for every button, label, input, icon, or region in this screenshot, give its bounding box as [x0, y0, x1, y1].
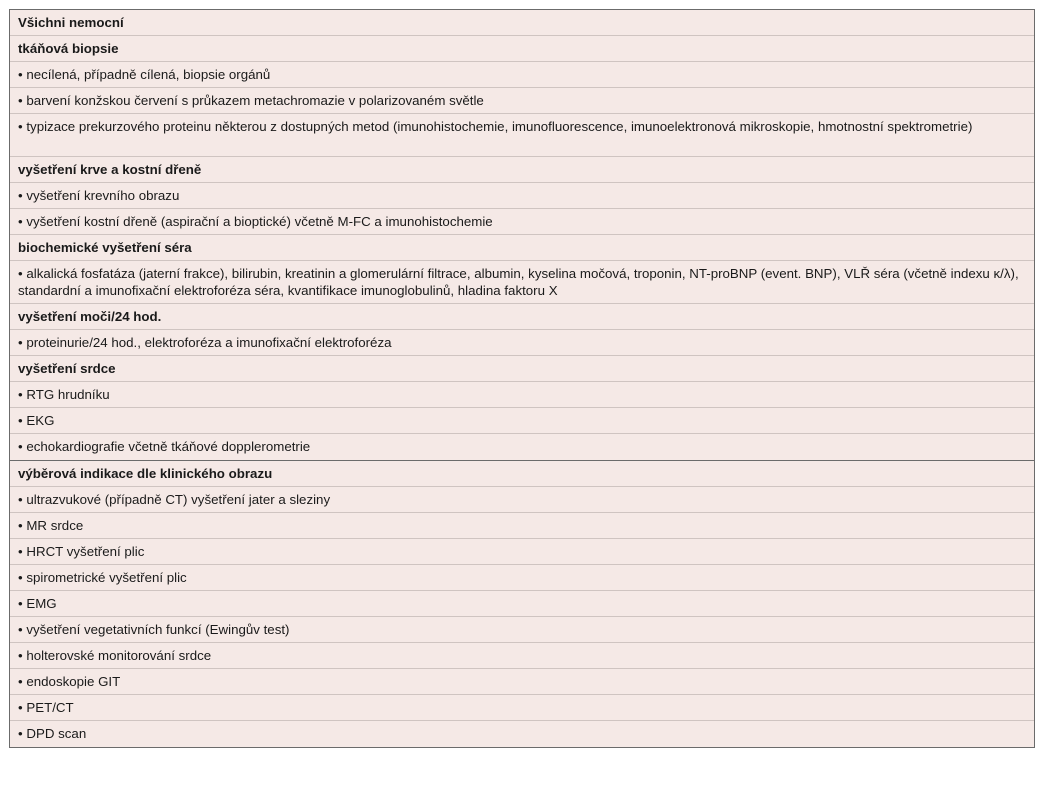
section-selective-indication	[10, 460, 1034, 747]
bullet-text: • vyšetření kostní dřeně (aspirační a bioptické) včetně M-FC a imunohistochemie	[18, 214, 493, 229]
table-bullet-row	[10, 591, 1034, 617]
table-bullet-row	[10, 183, 1034, 209]
table-heading-row	[10, 304, 1034, 330]
table-heading-row	[10, 157, 1034, 183]
table-bullet-row	[10, 539, 1034, 565]
table-bullet-row	[10, 261, 1034, 304]
bullet-text: • proteinurie/24 hod., elektroforéza a imunofixační elektroforéza	[18, 335, 392, 350]
bullet-text: • RTG hrudníku	[18, 387, 110, 402]
heading-text: biochemické vyšetření séra	[18, 240, 192, 255]
heading-text: vyšetření moči/24 hod.	[18, 309, 162, 324]
table-heading-row	[10, 356, 1034, 382]
table-bullet-row	[10, 643, 1034, 669]
bullet-text: • typizace prekurzového proteinu některou z dostupných metod (imunohistochemie, imunofluorescence, imunoelektronová mikroskopie, hmotnostní spektrometrie)	[18, 119, 972, 134]
bullet-text: • alkalická fosfatáza (jaterní frakce), bilirubin, kreatinin a glomerulární filtrace, albumin, kyselina močová, troponin, NT-proBNP (event. BNP), VLŘ séra (včetně indexu κ/λ), standardní a imunofixační elektroforéza séra, kvantifikace imunoglobulinů, hladina faktoru X	[18, 266, 1019, 298]
table-bullet-row	[10, 62, 1034, 88]
table-bullet-row	[10, 209, 1034, 235]
table-heading-row	[10, 10, 1034, 36]
table-bullet-row	[10, 721, 1034, 747]
table-bullet-row	[10, 382, 1034, 408]
bullet-text: • spirometrické vyšetření plic	[18, 570, 187, 585]
bullet-text: • MR srdce	[18, 518, 83, 533]
table-heading-row	[10, 235, 1034, 261]
table-bullet-row	[10, 88, 1034, 114]
heading-text: Všichni nemocní	[18, 15, 124, 30]
bullet-text: • ultrazvukové (případně CT) vyšetření jater a sleziny	[18, 492, 330, 507]
table-heading-row	[10, 36, 1034, 62]
bullet-text: • HRCT vyšetření plic	[18, 544, 144, 559]
table-heading-row	[10, 461, 1034, 487]
bullet-text: • EKG	[18, 413, 54, 428]
table-bullet-row	[10, 617, 1034, 643]
bullet-text: • holterovské monitorování srdce	[18, 648, 211, 663]
table-bullet-row	[10, 565, 1034, 591]
bullet-text: • EMG	[18, 596, 57, 611]
bullet-text: • DPD scan	[18, 726, 86, 741]
table-bullet-row	[10, 330, 1034, 356]
bullet-text: • barvení konžskou červení s průkazem metachromazie v polarizovaném světle	[18, 93, 484, 108]
bullet-text: • endoskopie GIT	[18, 674, 120, 689]
heading-text: výběrová indikace dle klinického obrazu	[18, 466, 273, 481]
bullet-text: • vyšetření krevního obrazu	[18, 188, 179, 203]
table-bullet-row	[10, 669, 1034, 695]
bullet-text: • echokardiografie včetně tkáňové dopplerometrie	[18, 439, 310, 454]
section-all-patients	[10, 10, 1034, 460]
table-bullet-row	[10, 513, 1034, 539]
heading-text: tkáňová biopsie	[18, 41, 119, 56]
table-bullet-row	[10, 114, 1034, 157]
bullet-text: • PET/CT	[18, 700, 74, 715]
table-bullet-row	[10, 695, 1034, 721]
table-bullet-row	[10, 487, 1034, 513]
heading-text: vyšetření srdce	[18, 361, 116, 376]
table-bullet-row	[10, 434, 1034, 460]
bullet-text: • vyšetření vegetativních funkcí (Ewingův test)	[18, 622, 289, 637]
heading-text: vyšetření krve a kostní dřeně	[18, 162, 202, 177]
table-bullet-row	[10, 408, 1034, 434]
bullet-text: • necílená, případně cílená, biopsie orgánů	[18, 67, 270, 82]
diagnostic-table	[9, 9, 1035, 748]
